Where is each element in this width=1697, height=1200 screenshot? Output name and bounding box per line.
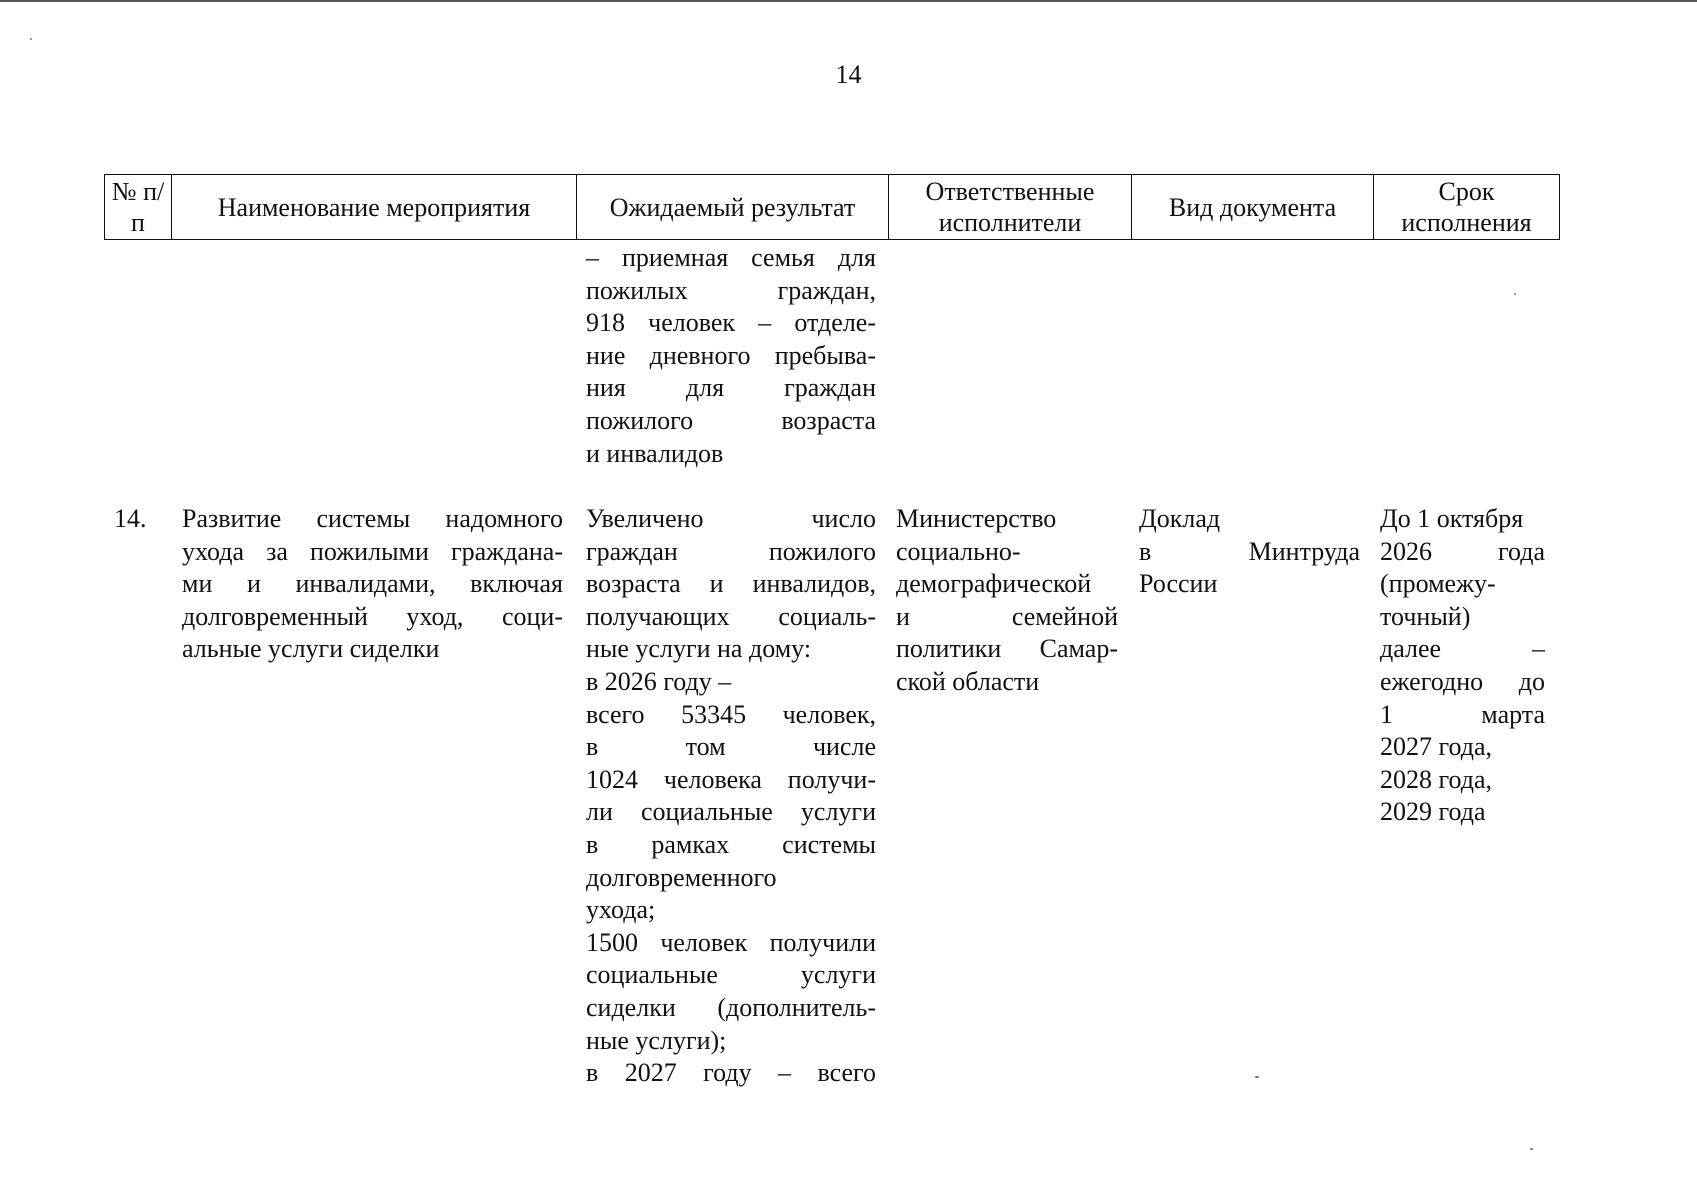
text-line: Развитие системы надомного xyxy=(182,504,563,533)
page-number: 14 xyxy=(835,60,862,89)
text-line: и инвалидов xyxy=(586,438,724,468)
text-line: получающих социаль- xyxy=(586,601,876,631)
text-line: России xyxy=(1139,569,1218,599)
text-line: 2026 года xyxy=(1380,536,1545,566)
text-line: в Минтруда xyxy=(1139,536,1360,566)
text-line: сиделки (дополнитель- xyxy=(586,992,876,1022)
text-line: альные услуги сиделки xyxy=(182,634,440,664)
header-event-name: Наименование мероприятия xyxy=(172,175,577,240)
text-line: социально- xyxy=(896,536,1021,566)
scan-speck xyxy=(1255,1076,1259,1078)
text-line: в 2027 году – всего xyxy=(586,1058,876,1088)
scan-speck xyxy=(1514,293,1516,295)
scan-speck xyxy=(1530,1148,1533,1150)
text-line: долговременного xyxy=(586,862,777,892)
header-expected-result: Ожидаемый результат xyxy=(577,175,889,240)
text-line: 1 марта xyxy=(1380,699,1545,729)
text-line: ли социальные услуги xyxy=(586,797,876,827)
text-line: 2029 года xyxy=(1380,797,1486,827)
text-line: ные услуги); xyxy=(586,1025,727,1055)
text-line: ми и инвалидами, включая xyxy=(182,569,563,599)
table-header xyxy=(104,174,1560,240)
text-line: долговременный уход, соци- xyxy=(182,601,563,631)
text-line: возраста и инвалидов, xyxy=(586,569,876,599)
text-line: политики Самар- xyxy=(896,634,1118,664)
text-line: ухода; xyxy=(586,895,656,925)
row-14-document-type xyxy=(1139,503,1360,601)
text-line: в рамках системы xyxy=(586,829,876,859)
text-line: ние дневного пребыва- xyxy=(586,340,876,370)
text-line: в 2026 году – xyxy=(586,666,732,696)
text-line: – приемная семья для xyxy=(586,243,876,272)
text-line: всего 53345 человек, xyxy=(586,699,876,729)
text-line: Доклад xyxy=(1139,504,1221,533)
header-number: № п/п xyxy=(105,175,172,240)
header-deadline: Срок исполнения xyxy=(1374,175,1560,240)
row-14-expected-result xyxy=(586,503,876,1090)
text-line: точный) xyxy=(1380,601,1471,631)
text-line: ные услуги на дому: xyxy=(586,634,812,664)
text-line: ской области xyxy=(896,666,1040,696)
text-line: 2027 года, xyxy=(1380,732,1493,762)
row-14-deadline xyxy=(1380,503,1545,829)
text-line: и семейной xyxy=(896,601,1118,631)
text-line: пожилых граждан, xyxy=(586,275,876,305)
row-14-number: 14. xyxy=(114,504,147,533)
header-responsible: Ответственные исполнители xyxy=(889,175,1132,240)
text-line: 918 человек – отделе- xyxy=(586,308,876,338)
text-line: граждан пожилого xyxy=(586,536,876,566)
text-line: пожилого возраста xyxy=(586,405,876,435)
text-line: Увеличено число xyxy=(586,504,876,533)
text-line: (промежу- xyxy=(1380,569,1496,599)
top-rule xyxy=(0,0,1697,2)
text-line: 1500 человек получили xyxy=(586,927,876,957)
text-line: ухода за пожилыми граждана- xyxy=(182,536,563,566)
row-14-event-name xyxy=(182,503,563,666)
header-row xyxy=(105,175,1560,240)
text-line: ния для граждан xyxy=(586,373,876,403)
text-line: демографической xyxy=(896,569,1092,599)
row-14-responsible xyxy=(896,503,1118,699)
text-line: в том числе xyxy=(586,732,876,762)
continuation-result xyxy=(586,242,876,470)
text-line: Министерство xyxy=(896,504,1057,533)
scan-speck xyxy=(30,38,32,40)
text-line: социальные услуги xyxy=(586,960,876,990)
text-line: До 1 октября xyxy=(1380,504,1524,533)
text-line: 1024 человека получи- xyxy=(586,764,876,794)
header-document-type: Вид документа xyxy=(1132,175,1374,240)
text-line: далее – xyxy=(1380,634,1545,664)
text-line: ежегодно до xyxy=(1380,666,1545,696)
text-line: 2028 года, xyxy=(1380,764,1493,794)
